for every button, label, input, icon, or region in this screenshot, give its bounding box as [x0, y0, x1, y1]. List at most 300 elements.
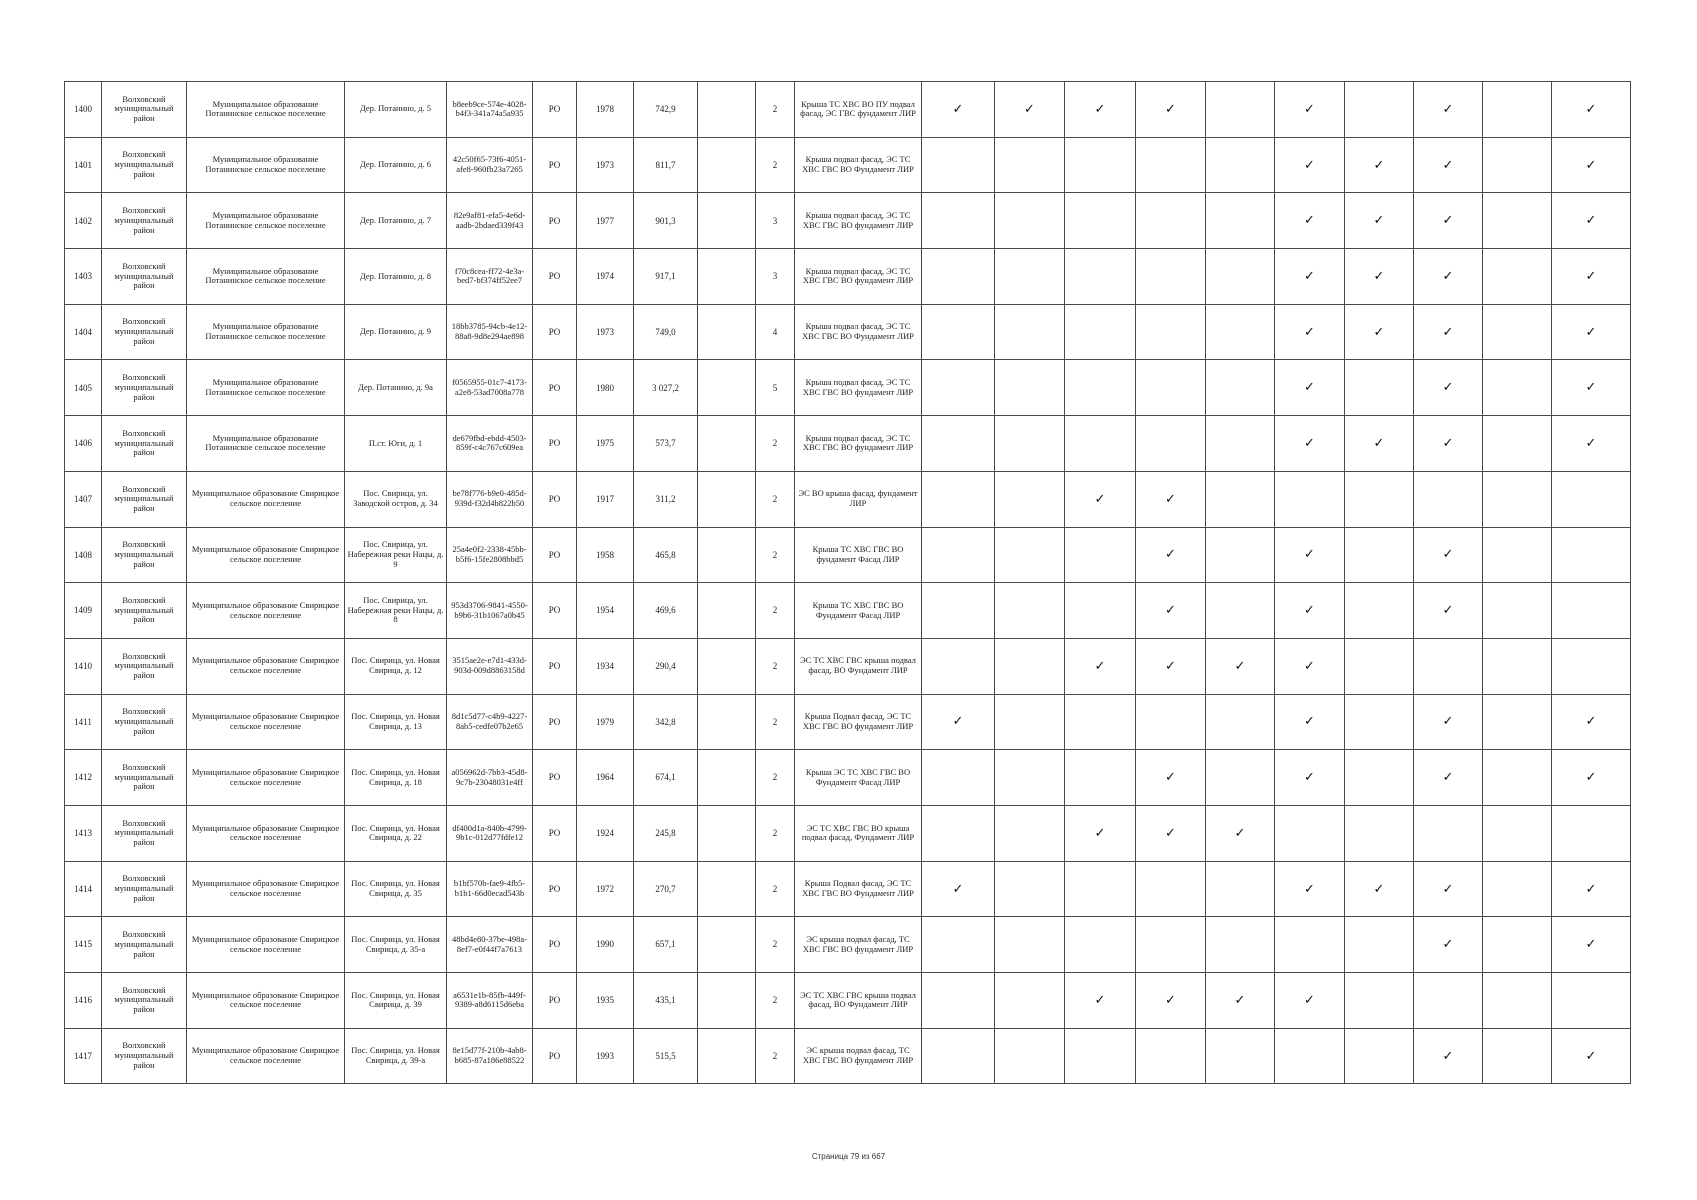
- works-cell: Крыша Подвал фасад, ЭС ТС ХВС ГВС ВО фундамент ЛИР: [795, 694, 922, 750]
- empty-check-cell: [1345, 805, 1414, 861]
- district-cell: Волховский муниципальный район: [102, 82, 187, 138]
- area-cell: 811,7: [634, 137, 698, 193]
- empty-cell: [698, 360, 756, 416]
- empty-check-cell: [922, 973, 995, 1029]
- district-cell: Волховский муниципальный район: [102, 249, 187, 305]
- empty-check-cell: [1206, 416, 1275, 472]
- address-cell: Дер. Потанино, д. 5: [345, 82, 447, 138]
- row-number: 1409: [65, 583, 102, 639]
- empty-check-cell: [1483, 471, 1552, 527]
- table-row: [65, 973, 1631, 1029]
- floors-cell: 2: [756, 750, 795, 806]
- empty-cell: [698, 527, 756, 583]
- empty-check-cell: [1483, 861, 1552, 917]
- empty-check-cell: [1552, 638, 1631, 694]
- table-row: [65, 249, 1631, 305]
- check-mark-icon: ✓: [1275, 638, 1345, 694]
- floors-cell: 2: [756, 527, 795, 583]
- empty-check-cell: [1414, 638, 1483, 694]
- table-row: [65, 750, 1631, 806]
- row-number: 1411: [65, 694, 102, 750]
- works-cell: ЭС крыша подвал фасад, ТС ХВС ГВС ВО фундамент ЛИР: [795, 1028, 922, 1084]
- check-mark-icon: ✓: [1275, 973, 1345, 1029]
- table-row: [65, 638, 1631, 694]
- area-cell: 245,8: [634, 805, 698, 861]
- check-mark-icon: ✓: [1552, 193, 1631, 249]
- floors-cell: 2: [756, 416, 795, 472]
- row-number: 1415: [65, 917, 102, 973]
- check-mark-icon: ✓: [1414, 193, 1483, 249]
- municipality-cell: Муниципальное образование Свирицкое сельское поселение: [187, 471, 345, 527]
- guid-cell: 3515ae2e-e7d1-433d-903d-009d8863158d: [447, 638, 533, 694]
- empty-check-cell: [995, 805, 1065, 861]
- empty-check-cell: [1136, 249, 1206, 305]
- table-row: [65, 416, 1631, 472]
- area-cell: 749,0: [634, 304, 698, 360]
- empty-check-cell: [1345, 638, 1414, 694]
- floors-cell: 2: [756, 82, 795, 138]
- table-row: [65, 193, 1631, 249]
- address-cell: Пос. Свирица, ул. Новая Свирица, д. 13: [345, 694, 447, 750]
- empty-cell: [698, 694, 756, 750]
- area-cell: 3 027,2: [634, 360, 698, 416]
- guid-cell: f0565955-01c7-4173-a2e8-53ad7008a778: [447, 360, 533, 416]
- year-cell: 1979: [577, 694, 634, 750]
- year-cell: 1980: [577, 360, 634, 416]
- check-mark-icon: ✓: [1414, 750, 1483, 806]
- check-mark-icon: ✓: [1345, 193, 1414, 249]
- empty-check-cell: [1552, 805, 1631, 861]
- check-mark-icon: ✓: [995, 82, 1065, 138]
- empty-check-cell: [1206, 471, 1275, 527]
- empty-check-cell: [1065, 137, 1136, 193]
- check-mark-icon: ✓: [1552, 861, 1631, 917]
- row-number: 1406: [65, 416, 102, 472]
- guid-cell: 953d3706-9841-4550-b9b6-31b1067a0b45: [447, 583, 533, 639]
- district-cell: Волховский муниципальный район: [102, 638, 187, 694]
- municipality-cell: Муниципальное образование Потанинское сельское поселение: [187, 416, 345, 472]
- empty-check-cell: [1275, 917, 1345, 973]
- row-number: 1402: [65, 193, 102, 249]
- empty-check-cell: [922, 805, 995, 861]
- year-cell: 1974: [577, 249, 634, 305]
- check-mark-icon: ✓: [1414, 694, 1483, 750]
- empty-check-cell: [995, 694, 1065, 750]
- empty-check-cell: [922, 527, 995, 583]
- area-cell: 465,8: [634, 527, 698, 583]
- area-cell: 469,6: [634, 583, 698, 639]
- check-mark-icon: ✓: [1414, 416, 1483, 472]
- check-mark-icon: ✓: [1552, 360, 1631, 416]
- empty-check-cell: [1275, 471, 1345, 527]
- check-mark-icon: ✓: [1275, 750, 1345, 806]
- empty-check-cell: [1206, 583, 1275, 639]
- empty-cell: [698, 82, 756, 138]
- check-mark-icon: ✓: [1275, 527, 1345, 583]
- row-number: 1413: [65, 805, 102, 861]
- floors-cell: 2: [756, 471, 795, 527]
- floors-cell: 2: [756, 137, 795, 193]
- guid-cell: be78f776-b9e0-485d-939d-f32d4b822b50: [447, 471, 533, 527]
- empty-check-cell: [1345, 82, 1414, 138]
- empty-check-cell: [1345, 1028, 1414, 1084]
- type-cell: РО: [533, 1028, 577, 1084]
- check-mark-icon: ✓: [1552, 304, 1631, 360]
- year-cell: 1978: [577, 82, 634, 138]
- empty-check-cell: [1206, 750, 1275, 806]
- check-mark-icon: ✓: [1345, 137, 1414, 193]
- check-mark-icon: ✓: [1136, 527, 1206, 583]
- guid-cell: b1bf570b-fae9-4fb5-b1b1-66d0ecad543b: [447, 861, 533, 917]
- check-mark-icon: ✓: [1345, 249, 1414, 305]
- works-cell: Крыша подвал фасад, ЭС ТС ХВС ГВС ВО фундамент ЛИР: [795, 193, 922, 249]
- empty-check-cell: [1136, 304, 1206, 360]
- type-cell: РО: [533, 638, 577, 694]
- address-cell: Дер. Потанино, д. 9: [345, 304, 447, 360]
- row-number: 1410: [65, 638, 102, 694]
- empty-check-cell: [1206, 193, 1275, 249]
- check-mark-icon: ✓: [1275, 360, 1345, 416]
- year-cell: 1958: [577, 527, 634, 583]
- works-cell: Крыша ЭС ТС ХВС ГВС ВО Фундамент Фасад ЛИР: [795, 750, 922, 806]
- empty-check-cell: [995, 360, 1065, 416]
- municipality-cell: Муниципальное образование Потанинское сельское поселение: [187, 82, 345, 138]
- type-cell: РО: [533, 973, 577, 1029]
- check-mark-icon: ✓: [1206, 805, 1275, 861]
- works-cell: Крыша ТС ХВС ВО ПУ подвал фасад, ЭС ГВС фундамент ЛИР: [795, 82, 922, 138]
- district-cell: Волховский муниципальный район: [102, 527, 187, 583]
- empty-check-cell: [1552, 973, 1631, 1029]
- works-cell: Крыша подвал фасад, ЭС ТС ХВС ГВС ВО Фундамент ЛИР: [795, 137, 922, 193]
- empty-check-cell: [1483, 527, 1552, 583]
- address-cell: Пос. Свирица, ул. Новая Свирица, д. 39-а: [345, 1028, 447, 1084]
- check-mark-icon: ✓: [1065, 471, 1136, 527]
- address-cell: Дер. Потанино, д. 7: [345, 193, 447, 249]
- year-cell: 1954: [577, 583, 634, 639]
- empty-cell: [698, 137, 756, 193]
- check-mark-icon: ✓: [1552, 82, 1631, 138]
- floors-cell: 2: [756, 694, 795, 750]
- empty-check-cell: [1483, 638, 1552, 694]
- check-mark-icon: ✓: [1275, 304, 1345, 360]
- floors-cell: 3: [756, 193, 795, 249]
- empty-check-cell: [1552, 527, 1631, 583]
- municipality-cell: Муниципальное образование Свирицкое сельское поселение: [187, 583, 345, 639]
- works-cell: ЭС ТС ХВС ГВС крыша подвал фасад, ВО Фундамент ЛИР: [795, 973, 922, 1029]
- empty-check-cell: [995, 193, 1065, 249]
- empty-check-cell: [1206, 861, 1275, 917]
- floors-cell: 5: [756, 360, 795, 416]
- address-cell: Пос. Свирица, ул. Новая Свирица, д. 35: [345, 861, 447, 917]
- guid-cell: 82e9af81-efa5-4e6d-aadb-2bdaed339f43: [447, 193, 533, 249]
- check-mark-icon: ✓: [1414, 583, 1483, 639]
- floors-cell: 2: [756, 805, 795, 861]
- empty-check-cell: [922, 304, 995, 360]
- empty-check-cell: [995, 527, 1065, 583]
- row-number: 1403: [65, 249, 102, 305]
- empty-check-cell: [922, 471, 995, 527]
- type-cell: РО: [533, 249, 577, 305]
- empty-check-cell: [995, 1028, 1065, 1084]
- guid-cell: df400d1a-840b-4799-9b1c-012d77fdfe12: [447, 805, 533, 861]
- check-mark-icon: ✓: [1136, 583, 1206, 639]
- check-mark-icon: ✓: [1414, 304, 1483, 360]
- empty-check-cell: [1206, 82, 1275, 138]
- area-cell: 573,7: [634, 416, 698, 472]
- guid-cell: 42c50f65-73f6-4051-afe8-960fb23a7265: [447, 137, 533, 193]
- floors-cell: 4: [756, 304, 795, 360]
- works-cell: Крыша подвал фасад, ЭС ТС ХВС ГВС ВО фундамент ЛИР: [795, 360, 922, 416]
- empty-check-cell: [1206, 360, 1275, 416]
- row-number: 1414: [65, 861, 102, 917]
- check-mark-icon: ✓: [1136, 750, 1206, 806]
- municipality-cell: Муниципальное образование Потанинское сельское поселение: [187, 304, 345, 360]
- check-mark-icon: ✓: [1552, 1028, 1631, 1084]
- empty-check-cell: [1065, 416, 1136, 472]
- municipality-cell: Муниципальное образование Свирицкое сельское поселение: [187, 805, 345, 861]
- type-cell: РО: [533, 694, 577, 750]
- empty-check-cell: [1483, 304, 1552, 360]
- empty-cell: [698, 750, 756, 806]
- works-cell: ЭС крыша подвал фасад, ТС ХВС ГВС ВО фундамент ЛИР: [795, 917, 922, 973]
- works-cell: ЭС ТС ХВС ГВС крыша подвал фасад, ВО Фундамент ЛИР: [795, 638, 922, 694]
- year-cell: 1973: [577, 137, 634, 193]
- empty-check-cell: [995, 638, 1065, 694]
- guid-cell: b8eeb9ce-574e-4028-b4f3-341a74a5a935: [447, 82, 533, 138]
- check-mark-icon: ✓: [1065, 638, 1136, 694]
- empty-cell: [698, 416, 756, 472]
- empty-check-cell: [1136, 193, 1206, 249]
- district-cell: Волховский муниципальный район: [102, 360, 187, 416]
- check-mark-icon: ✓: [1206, 973, 1275, 1029]
- municipality-cell: Муниципальное образование Свирицкое сельское поселение: [187, 638, 345, 694]
- address-cell: Пос. Свирица, ул. Набережная реки Нацы, д. 8: [345, 583, 447, 639]
- area-cell: 515,5: [634, 1028, 698, 1084]
- empty-check-cell: [922, 249, 995, 305]
- empty-check-cell: [922, 583, 995, 639]
- empty-cell: [698, 1028, 756, 1084]
- type-cell: РО: [533, 193, 577, 249]
- municipality-cell: Муниципальное образование Свирицкое сельское поселение: [187, 750, 345, 806]
- register-body: [65, 82, 1631, 1084]
- empty-check-cell: [1065, 917, 1136, 973]
- works-cell: ЭС ТС ХВС ГВС ВО крыша подвал фасад, Фундамент ЛИР: [795, 805, 922, 861]
- district-cell: Волховский муниципальный район: [102, 917, 187, 973]
- empty-cell: [698, 638, 756, 694]
- housing-register-table: [64, 81, 1631, 1084]
- works-cell: ЭС ВО крыша фасад, фундамент ЛИР: [795, 471, 922, 527]
- guid-cell: 18bb3785-94cb-4e12-88a8-9d8e294ae898: [447, 304, 533, 360]
- floors-cell: 2: [756, 638, 795, 694]
- row-number: 1404: [65, 304, 102, 360]
- type-cell: РО: [533, 304, 577, 360]
- empty-cell: [698, 917, 756, 973]
- empty-check-cell: [1483, 805, 1552, 861]
- district-cell: Волховский муниципальный район: [102, 750, 187, 806]
- empty-check-cell: [995, 304, 1065, 360]
- empty-check-cell: [1345, 694, 1414, 750]
- district-cell: Волховский муниципальный район: [102, 861, 187, 917]
- empty-check-cell: [1483, 917, 1552, 973]
- check-mark-icon: ✓: [1136, 471, 1206, 527]
- check-mark-icon: ✓: [922, 861, 995, 917]
- municipality-cell: Муниципальное образование Потанинское сельское поселение: [187, 360, 345, 416]
- check-mark-icon: ✓: [1136, 638, 1206, 694]
- year-cell: 1973: [577, 304, 634, 360]
- address-cell: Дер. Потанино, д. 6: [345, 137, 447, 193]
- check-mark-icon: ✓: [1552, 917, 1631, 973]
- table-row: [65, 360, 1631, 416]
- floors-cell: 2: [756, 973, 795, 1029]
- guid-cell: 8e15d77f-210b-4ab8-b685-87a186e88522: [447, 1028, 533, 1084]
- table-row: [65, 583, 1631, 639]
- type-cell: РО: [533, 861, 577, 917]
- address-cell: Пос. Свирица, ул. Новая Свирица, д. 12: [345, 638, 447, 694]
- municipality-cell: Муниципальное образование Потанинское сельское поселение: [187, 249, 345, 305]
- empty-check-cell: [922, 360, 995, 416]
- type-cell: РО: [533, 416, 577, 472]
- empty-check-cell: [1065, 861, 1136, 917]
- area-cell: 270,7: [634, 861, 698, 917]
- row-number: 1407: [65, 471, 102, 527]
- empty-check-cell: [1414, 973, 1483, 1029]
- table-row: [65, 137, 1631, 193]
- row-number: 1417: [65, 1028, 102, 1084]
- row-number: 1416: [65, 973, 102, 1029]
- guid-cell: de679fbd-ebdd-4503-859f-c4c767c609ea: [447, 416, 533, 472]
- table-row: [65, 917, 1631, 973]
- address-cell: Пос. Свирица, ул. Новая Свирица, д. 18: [345, 750, 447, 806]
- address-cell: Пос. Свирица, ул. Новая Свирица, д. 22: [345, 805, 447, 861]
- empty-check-cell: [1414, 471, 1483, 527]
- empty-check-cell: [1345, 527, 1414, 583]
- area-cell: 342,8: [634, 694, 698, 750]
- row-number: 1401: [65, 137, 102, 193]
- municipality-cell: Муниципальное образование Потанинское сельское поселение: [187, 193, 345, 249]
- empty-check-cell: [995, 416, 1065, 472]
- empty-cell: [698, 973, 756, 1029]
- empty-check-cell: [995, 917, 1065, 973]
- area-cell: 917,1: [634, 249, 698, 305]
- empty-check-cell: [1065, 694, 1136, 750]
- empty-check-cell: [1483, 416, 1552, 472]
- type-cell: РО: [533, 360, 577, 416]
- check-mark-icon: ✓: [1065, 973, 1136, 1029]
- year-cell: 1990: [577, 917, 634, 973]
- empty-check-cell: [995, 249, 1065, 305]
- works-cell: Крыша подвал фасад, ЭС ТС ХВС ГВС ВО фундамент ЛИР: [795, 249, 922, 305]
- empty-check-cell: [1136, 694, 1206, 750]
- municipality-cell: Муниципальное образование Свирицкое сельское поселение: [187, 917, 345, 973]
- empty-check-cell: [1552, 583, 1631, 639]
- check-mark-icon: ✓: [1345, 416, 1414, 472]
- empty-check-cell: [1414, 805, 1483, 861]
- type-cell: РО: [533, 917, 577, 973]
- check-mark-icon: ✓: [1136, 82, 1206, 138]
- year-cell: 1993: [577, 1028, 634, 1084]
- district-cell: Волховский муниципальный район: [102, 1028, 187, 1084]
- empty-check-cell: [1206, 137, 1275, 193]
- municipality-cell: Муниципальное образование Свирицкое сельское поселение: [187, 527, 345, 583]
- floors-cell: 3: [756, 249, 795, 305]
- check-mark-icon: ✓: [1275, 82, 1345, 138]
- type-cell: РО: [533, 471, 577, 527]
- row-number: 1400: [65, 82, 102, 138]
- floors-cell: 2: [756, 917, 795, 973]
- guid-cell: f70c8cea-ff72-4e3a-bed7-bf374ff52ee7: [447, 249, 533, 305]
- empty-cell: [698, 193, 756, 249]
- year-cell: 1934: [577, 638, 634, 694]
- empty-check-cell: [1065, 249, 1136, 305]
- empty-check-cell: [995, 583, 1065, 639]
- check-mark-icon: ✓: [1414, 82, 1483, 138]
- table-row: [65, 694, 1631, 750]
- table-row: [65, 805, 1631, 861]
- type-cell: РО: [533, 137, 577, 193]
- empty-check-cell: [995, 471, 1065, 527]
- empty-check-cell: [922, 638, 995, 694]
- area-cell: 674,1: [634, 750, 698, 806]
- check-mark-icon: ✓: [1414, 861, 1483, 917]
- empty-cell: [698, 861, 756, 917]
- empty-check-cell: [922, 750, 995, 806]
- check-mark-icon: ✓: [1275, 416, 1345, 472]
- empty-check-cell: [1345, 583, 1414, 639]
- type-cell: РО: [533, 805, 577, 861]
- area-cell: 311,2: [634, 471, 698, 527]
- check-mark-icon: ✓: [922, 694, 995, 750]
- empty-check-cell: [1065, 750, 1136, 806]
- guid-cell: 8d1c5d77-c4b9-4227-8ab5-cedfe07b2e65: [447, 694, 533, 750]
- year-cell: 1924: [577, 805, 634, 861]
- area-cell: 657,1: [634, 917, 698, 973]
- district-cell: Волховский муниципальный район: [102, 193, 187, 249]
- empty-check-cell: [1136, 360, 1206, 416]
- empty-check-cell: [1136, 917, 1206, 973]
- district-cell: Волховский муниципальный район: [102, 583, 187, 639]
- empty-check-cell: [1275, 1028, 1345, 1084]
- check-mark-icon: ✓: [1345, 861, 1414, 917]
- works-cell: Крыша Подвал фасад, ЭС ТС ХВС ГВС ВО Фундамент ЛИР: [795, 861, 922, 917]
- empty-check-cell: [1483, 583, 1552, 639]
- empty-check-cell: [1206, 1028, 1275, 1084]
- empty-check-cell: [1345, 360, 1414, 416]
- works-cell: Крыша ТС ХВС ГВС ВО Фундамент Фасад ЛИР: [795, 583, 922, 639]
- municipality-cell: Муниципальное образование Свирицкое сельское поселение: [187, 861, 345, 917]
- year-cell: 1975: [577, 416, 634, 472]
- year-cell: 1972: [577, 861, 634, 917]
- check-mark-icon: ✓: [1275, 193, 1345, 249]
- floors-cell: 2: [756, 1028, 795, 1084]
- empty-check-cell: [1345, 471, 1414, 527]
- empty-check-cell: [1345, 750, 1414, 806]
- empty-cell: [698, 471, 756, 527]
- empty-check-cell: [1065, 304, 1136, 360]
- empty-cell: [698, 304, 756, 360]
- district-cell: Волховский муниципальный район: [102, 416, 187, 472]
- district-cell: Волховский муниципальный район: [102, 137, 187, 193]
- guid-cell: 48bd4e80-37be-498a-8ef7-e0f44f7a7613: [447, 917, 533, 973]
- check-mark-icon: ✓: [1552, 750, 1631, 806]
- empty-check-cell: [1206, 917, 1275, 973]
- address-cell: Дер. Потанино, д. 8: [345, 249, 447, 305]
- empty-check-cell: [1206, 527, 1275, 583]
- area-cell: 901,3: [634, 193, 698, 249]
- year-cell: 1977: [577, 193, 634, 249]
- empty-check-cell: [1483, 137, 1552, 193]
- works-cell: Крыша подвал фасад, ЭС ТС ХВС ГВС ВО Фундамент ЛИР: [795, 304, 922, 360]
- table-row: [65, 1028, 1631, 1084]
